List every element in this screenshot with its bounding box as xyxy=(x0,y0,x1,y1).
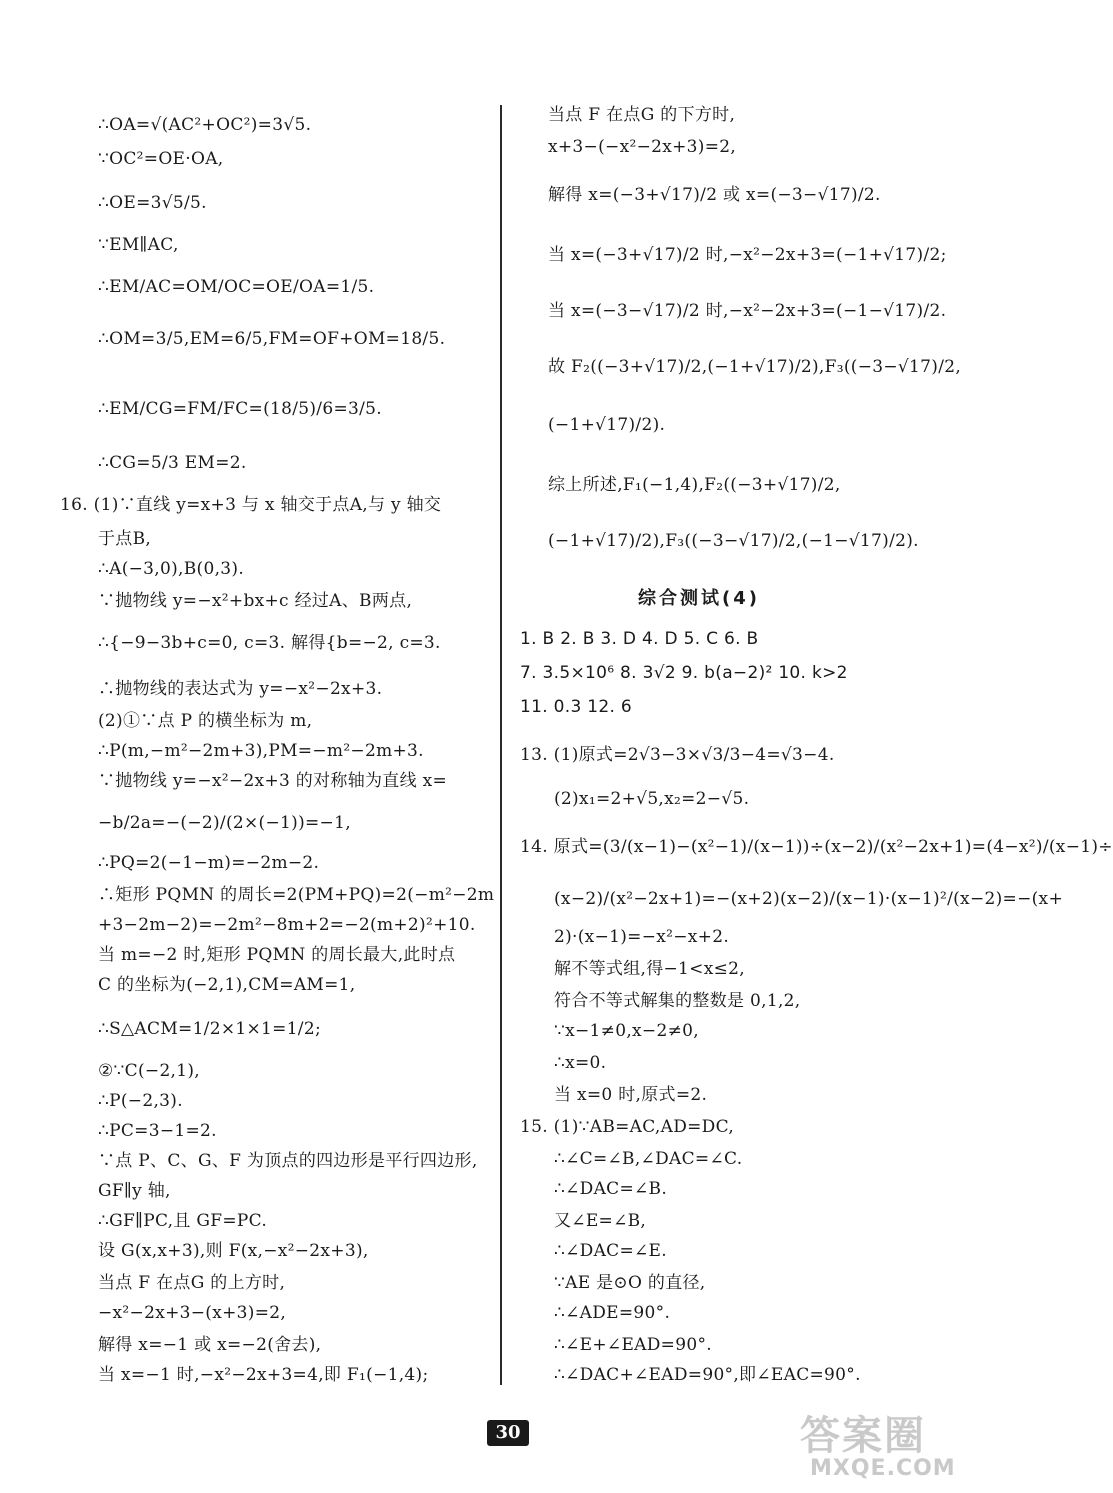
solution-line: ∴OM=3/5,EM=6/5,FM=OF+OM=18/5. xyxy=(98,329,446,349)
solution-line: ∵OC²=OE·OA, xyxy=(98,149,224,169)
solution-line: ∴PQ=2(−1−m)=−2m−2. xyxy=(98,853,320,873)
solution-line: 设 G(x,x+3),则 F(x,−x²−2x+3), xyxy=(98,1241,369,1261)
solution-line: ∵抛物线 y=−x²−2x+3 的对称轴为直线 x= xyxy=(98,771,448,791)
solution-line: GF∥y 轴, xyxy=(98,1181,171,1201)
problem-16-start: 16. (1)∵直线 y=x+3 与 x 轴交于点A,与 y 轴交 xyxy=(60,495,442,515)
solution-line: ∵抛物线 y=−x²+bx+c 经过A、B两点, xyxy=(98,591,413,611)
section-title: 综合测试(4) xyxy=(638,588,760,609)
problem-13: 13. (1)原式=2√3−3×√3/3−4=√3−4. xyxy=(520,745,835,765)
solution-line: ②∵C(−2,1), xyxy=(98,1061,201,1081)
solution-line: ∴x=0. xyxy=(554,1053,607,1073)
summary-line: 综上所述,F₁(−1,4),F₂((−3+√17)/2, xyxy=(548,475,841,495)
watermark xyxy=(800,1404,980,1484)
solution-line: ∵x−1≠0,x−2≠0, xyxy=(554,1021,699,1041)
solution-line: 故 F₂((−3+√17)/2,(−1+√17)/2),F₃((−3−√17)/2, xyxy=(548,357,962,377)
solution-line: ∴A(−3,0),B(0,3). xyxy=(98,559,245,579)
solution-line: 2)·(x−1)=−x²−x+2. xyxy=(554,927,730,947)
solution-line: ∴OA=√(AC²+OC²)=3√5. xyxy=(98,115,312,135)
solution-line: +3−2m−2)=−2m²−8m+2=−2(m+2)²+10. xyxy=(98,915,476,935)
solution-line: ∴∠DAC+∠EAD=90°,即∠EAC=90°. xyxy=(554,1365,861,1385)
answers-row-1: 1. B 2. B 3. D 4. D 5. C 6. B xyxy=(520,629,759,649)
solution-line: ∴EM/CG=FM/FC=(18/5)/6=3/5. xyxy=(98,399,382,419)
solution-line: ∵AE 是⊙O 的直径, xyxy=(554,1273,706,1293)
problem-15: 15. (1)∵AB=AC,AD=DC, xyxy=(520,1117,735,1137)
solution-line: 当 x=(−3−√17)/2 时,−x²−2x+3=(−1−√17)/2. xyxy=(548,301,947,321)
problem-14: 14. 原式=(3/(x−1)−(x²−1)/(x−1))÷(x−2)/(x²−2x+1)=(4−x²)/(x−1)÷ xyxy=(520,837,1113,857)
watermark-url: MXQE.COM xyxy=(810,1456,956,1481)
solution-line: ∴矩形 PQMN 的周长=2(PM+PQ)=2(−m²−2m xyxy=(98,885,495,905)
solution-line: ∴EM/AC=OM/OC=OE/OA=1/5. xyxy=(98,277,375,297)
solution-line: ∴抛物线的表达式为 y=−x²−2x+3. xyxy=(98,679,383,699)
solution-line: −b/2a=−(−2)/(2×(−1))=−1, xyxy=(98,813,351,833)
solution-line: 当点 F 在点G 的上方时, xyxy=(98,1273,286,1293)
solution-line: ∴∠ADE=90°. xyxy=(554,1303,671,1323)
solution-line: ∴P(m,−m²−2m+3),PM=−m²−2m+3. xyxy=(98,741,424,761)
solution-line: 符合不等式解集的整数是 0,1,2, xyxy=(554,991,801,1011)
column-divider xyxy=(500,105,502,1385)
solution-line: ∴P(−2,3). xyxy=(98,1091,183,1111)
solution-line: ∴∠DAC=∠E. xyxy=(554,1241,667,1261)
solution-line: ∵点 P、C、G、F 为顶点的四边形是平行四边形, xyxy=(98,1151,478,1171)
solution-line: ∴∠DAC=∠B. xyxy=(554,1179,668,1199)
solution-line: ∴S△ACM=1/2×1×1=1/2; xyxy=(98,1019,321,1039)
solution-line: 当点 F 在点G 的下方时, xyxy=(548,105,736,125)
solution-line: (−1+√17)/2). xyxy=(548,415,666,435)
solution-line: C 的坐标为(−2,1),CM=AM=1, xyxy=(98,975,356,995)
solution-line: ∴∠C=∠B,∠DAC=∠C. xyxy=(554,1149,743,1169)
solution-line: 当 m=−2 时,矩形 PQMN 的周长最大,此时点 xyxy=(98,945,456,965)
solution-line: 于点B, xyxy=(98,529,152,549)
solution-line: (2)x₁=2+√5,x₂=2−√5. xyxy=(554,789,750,809)
solution-line: −x²−2x+3−(x+3)=2, xyxy=(98,1303,287,1323)
equation-system: ∴{−9−3b+c=0, c=3. 解得{b=−2, c=3. xyxy=(98,633,441,653)
solution-line: ∴OE=3√5/5. xyxy=(98,193,207,213)
solution-line: 当 x=(−3+√17)/2 时,−x²−2x+3=(−1+√17)/2; xyxy=(548,245,947,265)
solution-line: 解得 x=−1 或 x=−2(舍去), xyxy=(98,1335,322,1355)
solution-line: 解不等式组,得−1<x≤2, xyxy=(554,959,745,979)
answers-row-2: 7. 3.5×10⁶ 8. 3√2 9. b(a−2)² 10. k>2 xyxy=(520,663,848,683)
solution-line: 解得 x=(−3+√17)/2 或 x=(−3−√17)/2. xyxy=(548,185,881,205)
solution-line: (2)①∵点 P 的横坐标为 m, xyxy=(98,711,313,731)
solution-line: ∴CG=5/3 EM=2. xyxy=(98,453,247,473)
answers-row-3: 11. 0.3 12. 6 xyxy=(520,697,633,717)
watermark-logo: 答案圈 xyxy=(800,1413,926,1459)
solution-line: (x−2)/(x²−2x+1)=−(x+2)(x−2)/(x−1)·(x−1)²/(x−2)=−(x+ xyxy=(554,889,1063,909)
solution-line: ∴∠E+∠EAD=90°. xyxy=(554,1335,712,1355)
solution-line: ∴PC=3−1=2. xyxy=(98,1121,217,1141)
page-number: 30 xyxy=(487,1420,529,1446)
solution-line: ∴GF∥PC,且 GF=PC. xyxy=(98,1211,268,1231)
solution-line: 又∠E=∠B, xyxy=(554,1211,647,1231)
solution-line: ∵EM∥AC, xyxy=(98,235,179,255)
solution-line: 当 x=−1 时,−x²−2x+3=4,即 F₁(−1,4); xyxy=(98,1365,429,1385)
summary-line: (−1+√17)/2),F₃((−3−√17)/2,(−1−√17)/2). xyxy=(548,531,919,551)
solution-line: x+3−(−x²−2x+3)=2, xyxy=(548,137,737,157)
solution-line: 当 x=0 时,原式=2. xyxy=(554,1085,708,1105)
